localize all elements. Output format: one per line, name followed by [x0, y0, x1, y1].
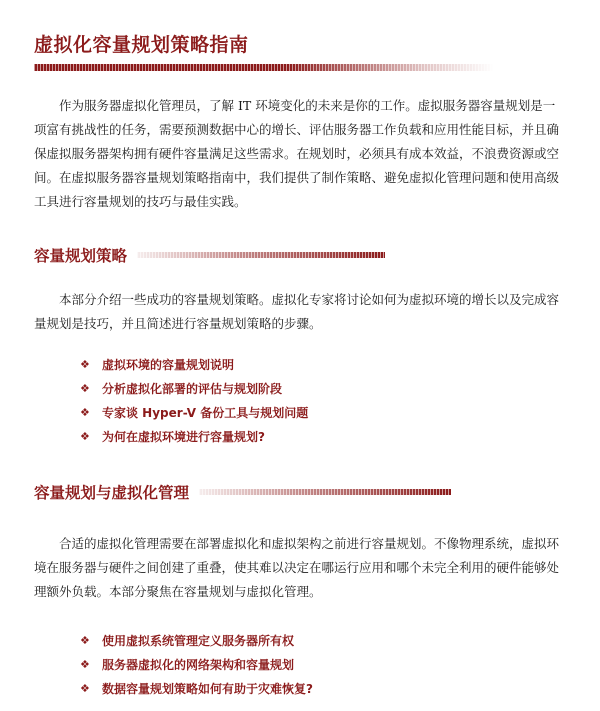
link-item[interactable]	[80, 628, 313, 652]
link-list	[80, 628, 313, 700]
link-text[interactable]: 分析虚拟化部署的评估与规划阶段	[102, 381, 283, 396]
section-title: 容量规划与虚拟化管理	[34, 484, 190, 502]
diamond-bullet-icon: ❖	[80, 405, 90, 419]
diamond-bullet-icon: ❖	[80, 381, 90, 395]
link-text[interactable]: 使用虚拟系统管理定义服务器所有权	[102, 633, 295, 648]
link-item[interactable]	[80, 424, 308, 448]
section-paragraph: 合适的虚拟化管理需要在部署虚拟化和虚拟架构之前进行容量规划。不像物理系统，虚拟环境在服务器与硬件之间创建了重叠，使其难以决定在哪运行应用和哪个未完全利用的硬件能够处理额外负载。本部分聚焦在容量规划与虚拟化管理。	[34, 536, 560, 599]
link-item[interactable]	[80, 652, 313, 676]
page-title: 虚拟化容量规划策略指南	[34, 34, 249, 56]
link-text[interactable]: 专家谈 Hyper-V 备份工具与规划问题	[102, 405, 309, 420]
intro-paragraph: 作为服务器虚拟化管理员，了解 IT 环境变化的未来是你的工作。虚拟服务器容量规划是一项富有挑战性的任务，需要预测数据中心的增长、评估服务器工作负载和应用性能目标，并且确保虚拟服务器架构拥有硬件容量满足这些需求。在规划时，必须具有成本效益，不浪费资源或空间。在虚拟服务器容量规划策略指南中，我们提供了制作策略、避免虚拟化管理问题和使用高级工具进行容量规划的技巧与最佳实践。	[34, 98, 560, 209]
section-divider	[199, 489, 451, 495]
diamond-bullet-icon: ❖	[80, 357, 90, 371]
section-paragraph: 本部分介绍一些成功的容量规划策略。虚拟化专家将讨论如何为虚拟环境的增长以及完成容量规划是技巧，并且简述进行容量规划策略的步骤。	[34, 292, 560, 331]
section-title: 容量规划策略	[34, 247, 128, 265]
link-item[interactable]	[80, 676, 313, 700]
section-divider	[137, 252, 385, 258]
link-list	[80, 352, 308, 448]
link-item[interactable]	[80, 352, 308, 376]
link-text[interactable]: 数据容量规划策略如何有助于灾难恢复?	[102, 681, 313, 696]
link-text[interactable]: 虚拟环境的容量规划说明	[102, 357, 235, 372]
link-item[interactable]	[80, 400, 308, 424]
link-item[interactable]	[80, 376, 308, 400]
link-text[interactable]: 为何在虚拟环境进行容量规划?	[102, 429, 265, 444]
section-heading-virtualization-management	[34, 481, 451, 503]
link-text[interactable]: 服务器虚拟化的网络架构和容量规划	[102, 657, 295, 672]
diamond-bullet-icon: ❖	[80, 681, 90, 695]
diamond-bullet-icon: ❖	[80, 429, 90, 443]
section-heading-capacity-strategy	[34, 244, 385, 266]
title-divider	[34, 64, 494, 71]
diamond-bullet-icon: ❖	[80, 633, 90, 647]
diamond-bullet-icon: ❖	[80, 657, 90, 671]
